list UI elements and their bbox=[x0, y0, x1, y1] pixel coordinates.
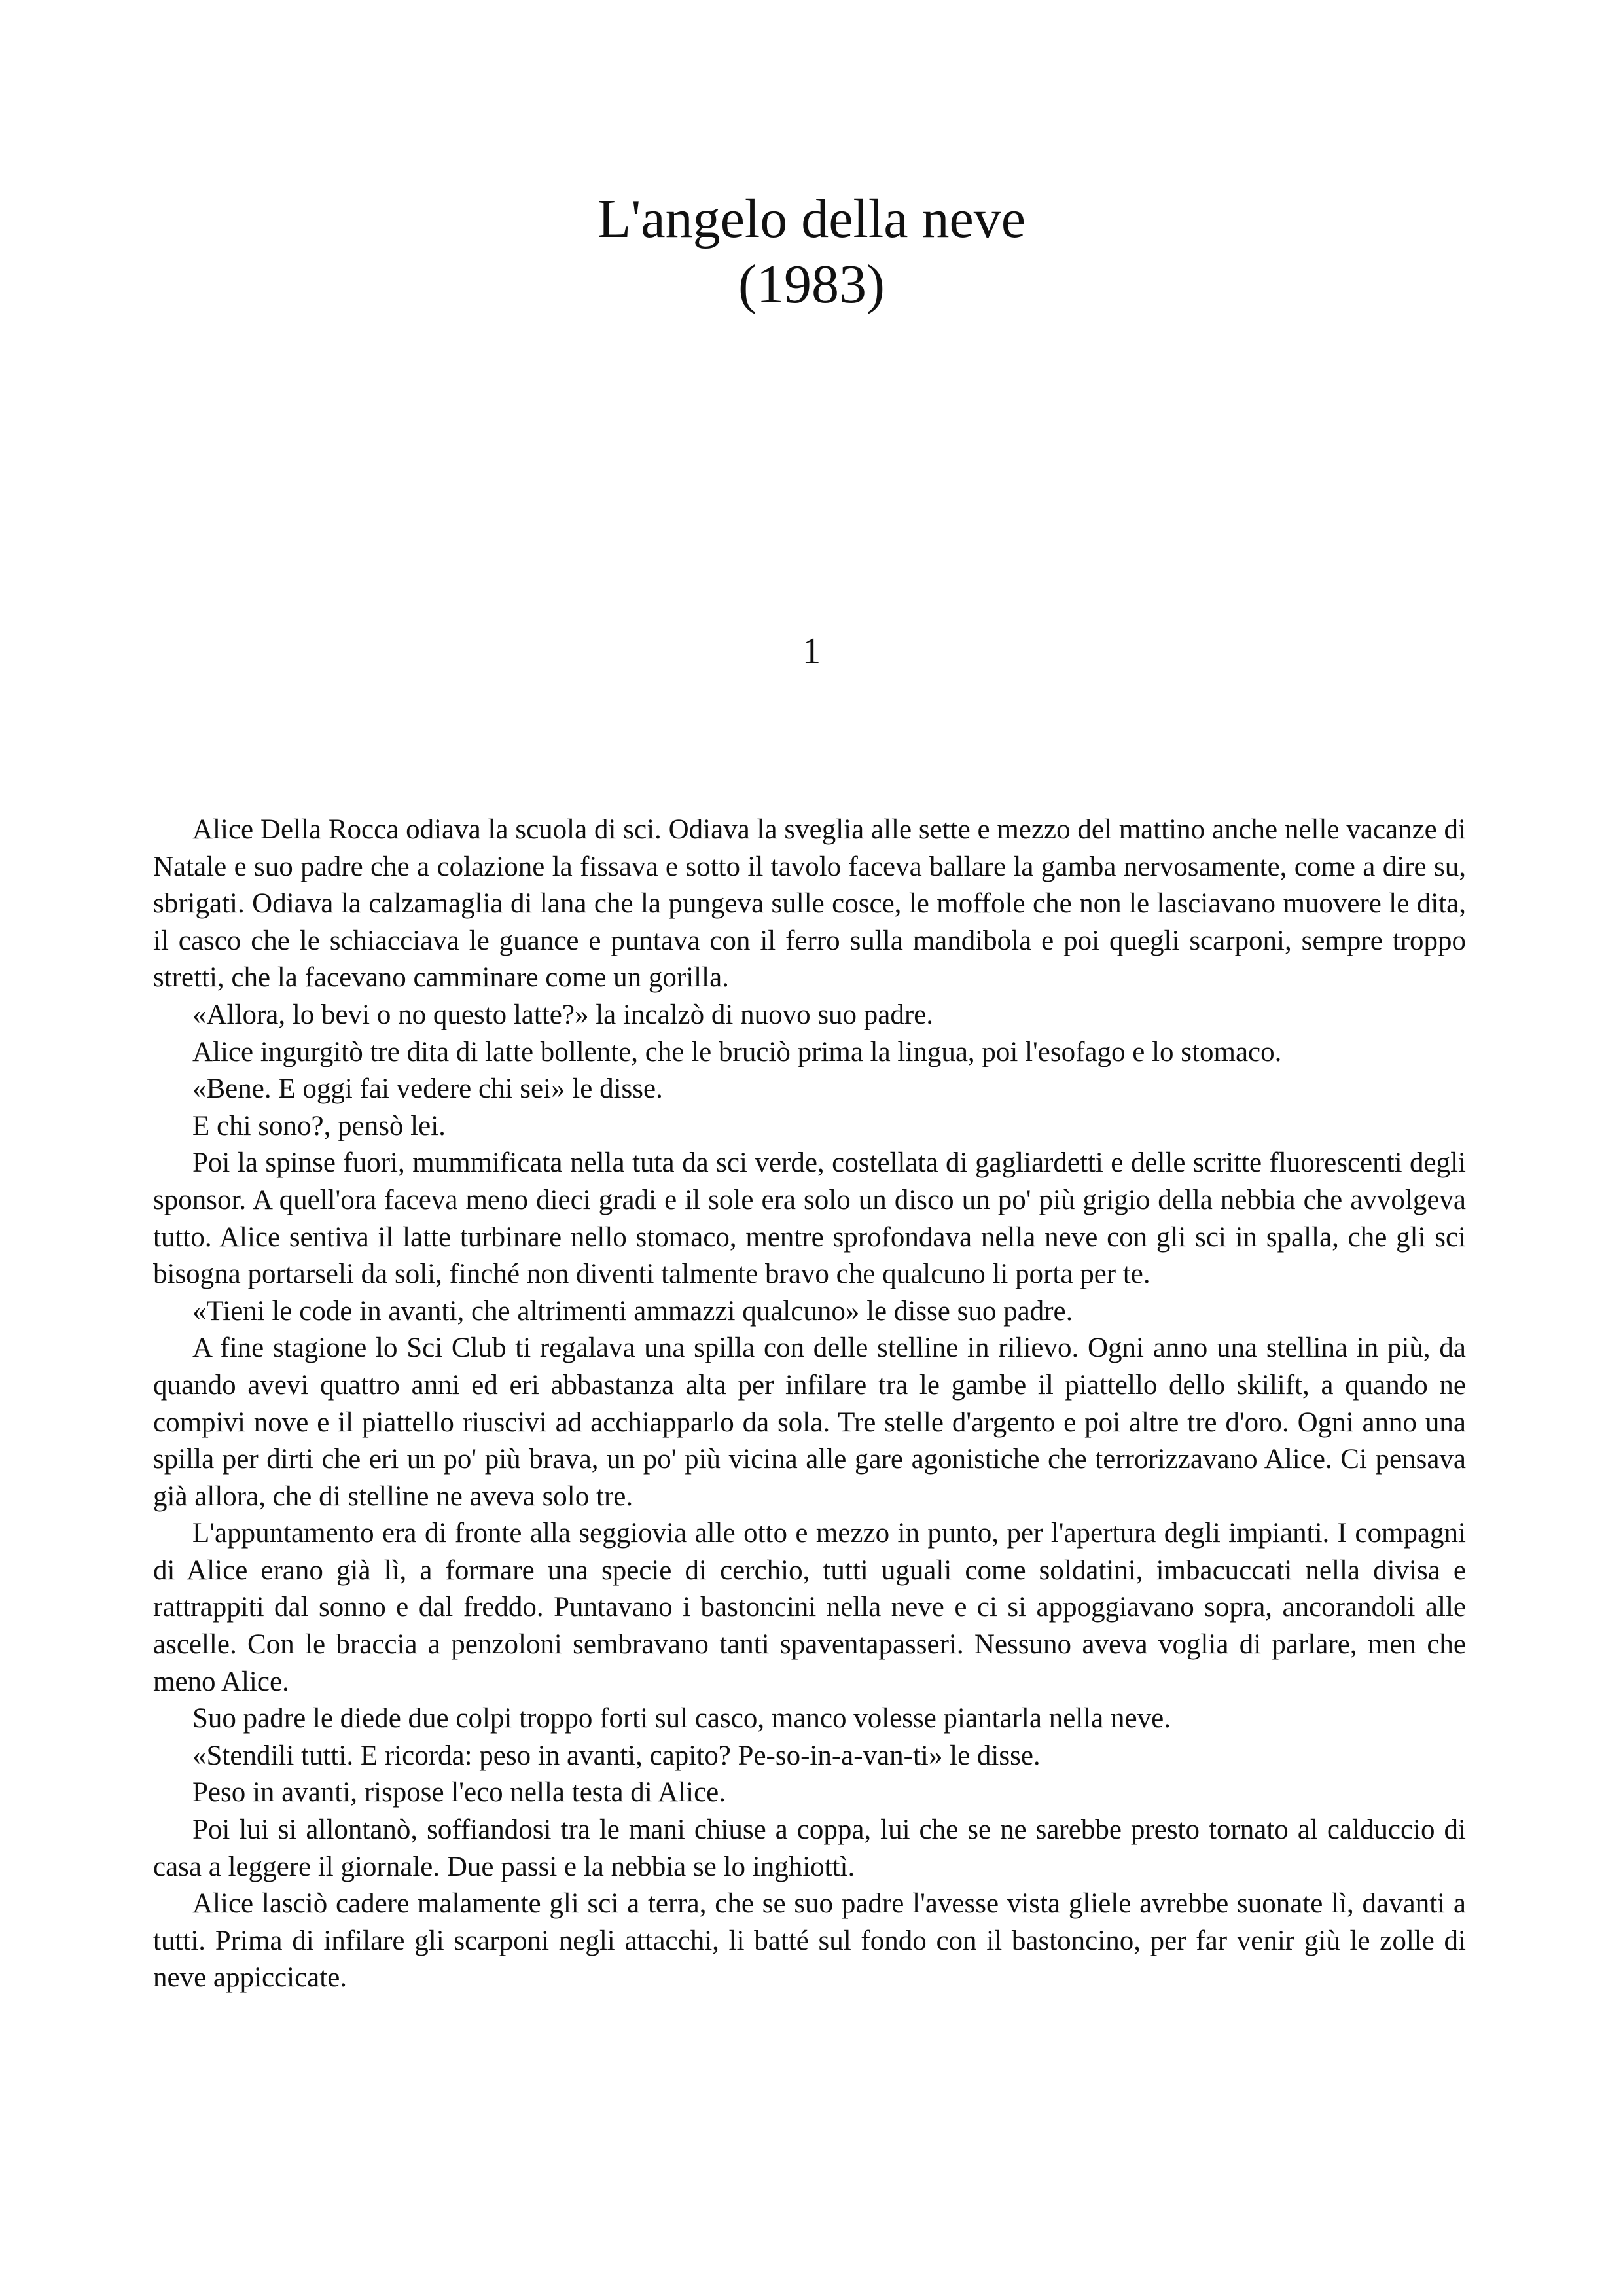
paragraph: Suo padre le diede due colpi troppo forti sul casco, manco volesse piantarla nella neve. bbox=[192, 1703, 1171, 1734]
paragraph: L'appuntamento era di fronte alla seggiovia alle otto e mezzo in punto, per l'apertura degli impianti. I compagni di Alice erano già lì, a formare una specie di cerchio, tutti uguali come soldatini, imbacuccati nella divisa e rattrappiti dal sonno e dal freddo. Puntavano i bastoncini nella neve e ci si appoggiavano sopra, ancorandoli alle ascelle. Con le braccia a penzoloni sembravano tanti spaventapasseri. Nessuno aveva voglia di parlare, men che meno Alice. bbox=[153, 1518, 1466, 1697]
chapter-title bbox=[0, 187, 1623, 317]
paragraph: Alice lasciò cadere malamente gli sci a terra, che se suo padre l'avesse vista gliele avrebbe suonate lì, davanti a tutti. Prima di infilare gli scarponi negli attacchi, li batté sul fondo con il bastoncino, per far venir giù le zolle di neve appiccicate. bbox=[153, 1888, 1466, 1994]
paragraph: Peso in avanti, rispose l'eco nella testa di Alice. bbox=[192, 1777, 726, 1808]
paragraph: «Bene. E oggi fai vedere chi sei» le disse. bbox=[192, 1073, 663, 1105]
paragraph: «Stendili tutti. E ricorda: peso in avanti, capito? Pe-so-in-a-van-ti» le disse. bbox=[192, 1740, 1041, 1771]
body-text bbox=[153, 812, 1466, 1997]
chapter-year: (1983) bbox=[738, 254, 885, 315]
section-number: 1 bbox=[802, 631, 821, 672]
paragraph: Alice ingurgitò tre dita di latte bollente, che le bruciò prima la lingua, poi l'esofago e lo stomaco. bbox=[192, 1036, 1282, 1067]
paragraph: «Tieni le code in avanti, che altrimenti ammazzi qualcuno» le disse suo padre. bbox=[192, 1295, 1073, 1327]
paragraph: E chi sono?, pensò lei. bbox=[192, 1110, 446, 1141]
chapter-title-line: L'angelo della neve bbox=[597, 188, 1026, 249]
paragraph: Poi la spinse fuori, mummificata nella tuta da sci verde, costellata di gagliardetti e delle scritte fluorescenti degli sponsor. A quell'ora faceva meno dieci gradi e il sole era solo un disco un po' più grigio della nebbia che avvolgeva tutto. Alice sentiva il latte turbinare nello stomaco, mentre sprofondava nella neve con gli sci in spalla, che gli sci bisogna portarseli da soli, finché non diventi talmente bravo che qualcuno li porta per te. bbox=[153, 1147, 1466, 1290]
paragraph: «Allora, lo bevi o no questo latte?» la incalzò di nuovo suo padre. bbox=[192, 999, 934, 1030]
paragraph: A fine stagione lo Sci Club ti regalava una spilla con delle stelline in rilievo. Ogni anno una stellina in più, da quando avevi quattro anni ed eri abbastanza alta per infilare tra le gambe il piattello dello skilift, a quando ne compivi nove e il piattello riuscivi ad acchiapparlo da sola. Tre stelle d'argento e poi altre tre d'oro. Ogni anno una spilla per dirti che eri un po' più brava, un po' più vicina alle gare agonistiche che terrorizzavano Alice. Ci pensava già allora, che di stelline ne aveva solo tre. bbox=[153, 1333, 1466, 1512]
paragraph: Alice Della Rocca odiava la scuola di sci. Odiava la sveglia alle sette e mezzo del mattino anche nelle vacanze di Natale e suo padre che a colazione la fissava e sotto il tavolo faceva ballare la gamba nervosamente, come a dire su, sbrigati. Odiava la calzamaglia di lana che la pungeva sulle cosce, le moffole che non le lasciavano muovere le dita, il casco che le schiacciava le guance e puntava con il ferro sulla mandibola e poi quegli scarponi, sempre troppo stretti, che la facevano camminare come un gorilla. bbox=[153, 814, 1466, 994]
paragraph: Poi lui si allontanò, soffiandosi tra le mani chiuse a coppa, lui che se ne sarebbe presto tornato al calduccio di casa a leggere il giornale. Due passi e la nebbia se lo inghiottì. bbox=[153, 1814, 1466, 1882]
